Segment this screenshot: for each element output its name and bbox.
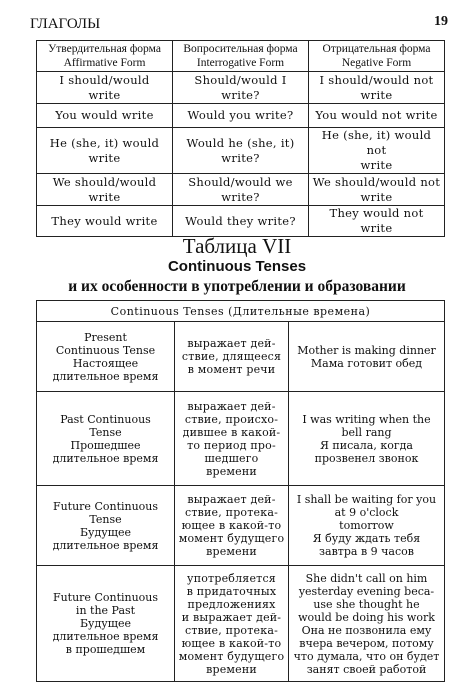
cell-line: употребляется bbox=[187, 571, 276, 585]
cell-line: Tense bbox=[89, 425, 122, 439]
example-cell bbox=[289, 486, 445, 566]
tense-name-cell bbox=[37, 392, 175, 486]
table-cell bbox=[309, 206, 445, 237]
cell-line: момент будущего bbox=[178, 532, 285, 545]
cell-line: Будущее bbox=[79, 617, 132, 630]
cell-line: Прошедшее bbox=[70, 438, 141, 452]
cell-line: в прошедшем bbox=[65, 643, 146, 656]
continuous-tenses-table bbox=[36, 300, 445, 682]
cell-line: I should/would not bbox=[319, 72, 434, 87]
cell-line: в придаточных bbox=[186, 584, 277, 598]
table-row bbox=[37, 128, 445, 174]
cell-line: We should/would bbox=[52, 174, 157, 189]
cell-line: и выражает дей- bbox=[181, 610, 282, 624]
cell-line: Мама готовит обед bbox=[310, 356, 423, 370]
header-line: Вопросительная форма bbox=[183, 43, 298, 55]
cell-line: Past Continuous bbox=[60, 412, 151, 426]
cell-line: Present bbox=[84, 330, 127, 344]
table-cell bbox=[37, 104, 173, 128]
cell-line: I shall be waiting for you bbox=[296, 493, 437, 506]
cell-line: момент будущего bbox=[178, 649, 285, 663]
table-cell bbox=[173, 104, 309, 128]
example-cell bbox=[289, 392, 445, 486]
cell-line: I should/would bbox=[59, 72, 150, 87]
table-cell bbox=[309, 72, 445, 104]
table-cell bbox=[309, 128, 445, 174]
cell-line: would be doing his work bbox=[298, 610, 435, 624]
table-cell bbox=[173, 174, 309, 206]
cell-line: Я буду ждать тебя bbox=[312, 532, 421, 545]
cell-line: предложениях bbox=[187, 597, 276, 611]
cell-line: Should/would we bbox=[188, 174, 293, 189]
cell-line: времени bbox=[206, 545, 257, 558]
cell-line: вчера вечером, потому bbox=[299, 636, 434, 650]
cell-line: Tense bbox=[89, 512, 122, 526]
forms-table-header-row bbox=[37, 41, 445, 72]
cell-line: in the Past bbox=[75, 604, 136, 617]
cell-line: She didn't call on him bbox=[305, 571, 428, 585]
table-row bbox=[37, 104, 445, 128]
header-line: Отрицательная форма bbox=[322, 43, 431, 55]
table-cell bbox=[37, 206, 173, 237]
cell-line: Would they write? bbox=[185, 213, 296, 228]
cell-line: Would he (she, it) bbox=[186, 135, 295, 150]
cell-line: Я писала, когда bbox=[320, 438, 413, 452]
cell-line: They would not write bbox=[329, 206, 424, 235]
cell-line: ющее в какой-то bbox=[181, 519, 282, 532]
table-caption: и их особенности в употреблении и образовании bbox=[68, 278, 406, 295]
table-cell bbox=[173, 206, 309, 237]
forms-header-affirmative bbox=[37, 41, 173, 72]
table-row bbox=[37, 486, 445, 566]
cell-line: You would write bbox=[55, 108, 154, 122]
table-row bbox=[37, 322, 445, 392]
cell-line: write bbox=[360, 87, 393, 102]
cell-line: Continuous Tense bbox=[55, 343, 156, 357]
cell-line: write bbox=[360, 158, 393, 172]
cell-line: write bbox=[88, 189, 121, 204]
forms-header-negative bbox=[309, 41, 445, 72]
forms-table bbox=[36, 40, 445, 237]
page-number: 19 bbox=[434, 14, 448, 29]
running-head: ГЛАГОЛЫ bbox=[30, 16, 101, 32]
cell-line: завтра в 9 часов bbox=[319, 545, 414, 558]
table-cell bbox=[37, 174, 173, 206]
example-cell bbox=[289, 322, 445, 392]
cell-line: write? bbox=[221, 87, 260, 102]
table-row bbox=[37, 392, 445, 486]
cell-line: выражает дей- bbox=[187, 493, 276, 506]
cell-line: времени bbox=[206, 662, 257, 676]
cell-line: Настоящее bbox=[72, 356, 139, 370]
cell-line: занят своей работой bbox=[306, 662, 427, 676]
cell-line: длительное время bbox=[52, 451, 159, 465]
cell-line: write bbox=[88, 87, 121, 102]
continuous-table-header-row bbox=[37, 301, 445, 322]
header-line: Утвердительная форма bbox=[48, 43, 161, 55]
cell-line: You would not write bbox=[315, 108, 438, 122]
cell-line: I was writing when the bbox=[302, 412, 431, 426]
cell-line: ствие, происхо- bbox=[184, 412, 279, 426]
cell-line: They would write bbox=[51, 213, 158, 228]
cell-line: ствие, протека- bbox=[184, 623, 278, 637]
forms-header-interrogative bbox=[173, 41, 309, 72]
cell-line: bell rang bbox=[341, 425, 392, 439]
usage-cell bbox=[175, 566, 289, 682]
tense-name-cell bbox=[37, 566, 175, 682]
cell-line: ствие, длящееся bbox=[181, 350, 282, 363]
cell-line: ющее в какой-то bbox=[181, 636, 282, 650]
cell-line: длительное время bbox=[52, 630, 159, 643]
cell-line: прозвенел звонок bbox=[314, 451, 419, 465]
tense-name-cell bbox=[37, 486, 175, 566]
cell-line: дившее в какой- bbox=[182, 425, 281, 439]
cell-line: то период про- bbox=[187, 438, 276, 452]
table-cell bbox=[37, 128, 173, 174]
cell-line: ствие, протека- bbox=[184, 506, 278, 519]
cell-line: at 9 o'clock bbox=[334, 506, 399, 519]
cell-line: Mother is making dinner bbox=[297, 343, 436, 357]
cell-line: use she thought he bbox=[313, 597, 420, 611]
table-cell bbox=[309, 104, 445, 128]
cell-line: write? bbox=[221, 189, 260, 204]
example-cell bbox=[289, 566, 445, 682]
cell-line: He (she, it) would bbox=[49, 135, 160, 150]
cell-line: Future Continuous bbox=[52, 499, 159, 513]
table-row bbox=[37, 566, 445, 682]
table-title: Таблица VII bbox=[182, 234, 292, 258]
cell-line: Future Continuous bbox=[52, 591, 159, 604]
usage-cell bbox=[175, 392, 289, 486]
cell-line: tomorrow bbox=[339, 519, 394, 532]
table-row bbox=[37, 72, 445, 104]
cell-line: write bbox=[88, 150, 121, 165]
cell-line: Would you write? bbox=[187, 108, 294, 122]
cell-line: в момент речи bbox=[187, 363, 276, 376]
table-cell bbox=[309, 174, 445, 206]
table-subtitle: Continuous Tenses bbox=[167, 258, 307, 275]
cell-line: He (she, it) would not bbox=[321, 128, 432, 157]
table-cell bbox=[37, 72, 173, 104]
cell-line: write? bbox=[221, 150, 260, 165]
table-row bbox=[37, 174, 445, 206]
cell-line: write bbox=[360, 189, 393, 204]
cell-line: что думала, что он будет bbox=[293, 649, 440, 663]
usage-cell bbox=[175, 486, 289, 566]
cell-line: Она не позвонила ему bbox=[301, 623, 432, 637]
cell-line: длительное время bbox=[52, 369, 159, 383]
cell-line: длительное время bbox=[52, 538, 159, 552]
header-line: Affirmative Form bbox=[63, 57, 146, 69]
continuous-table-header: Continuous Tenses (Длительные времена) bbox=[37, 301, 445, 322]
cell-line: We should/would not bbox=[312, 174, 441, 189]
cell-line: yesterday evening beca- bbox=[298, 584, 435, 598]
tense-name-cell bbox=[37, 322, 175, 392]
usage-cell bbox=[175, 322, 289, 392]
cell-line: Should/would I bbox=[194, 72, 287, 87]
cell-line: выражает дей- bbox=[187, 337, 276, 350]
cell-line: Будущее bbox=[79, 525, 132, 539]
cell-line: выражает дей- bbox=[187, 399, 276, 413]
table-cell bbox=[173, 128, 309, 174]
table-cell bbox=[173, 72, 309, 104]
table-row bbox=[37, 206, 445, 237]
cell-line: времени bbox=[206, 464, 257, 478]
header-line: Negative Form bbox=[341, 57, 412, 69]
cell-line: шедшего bbox=[204, 451, 259, 465]
header-line: Interrogative Form bbox=[196, 57, 285, 69]
